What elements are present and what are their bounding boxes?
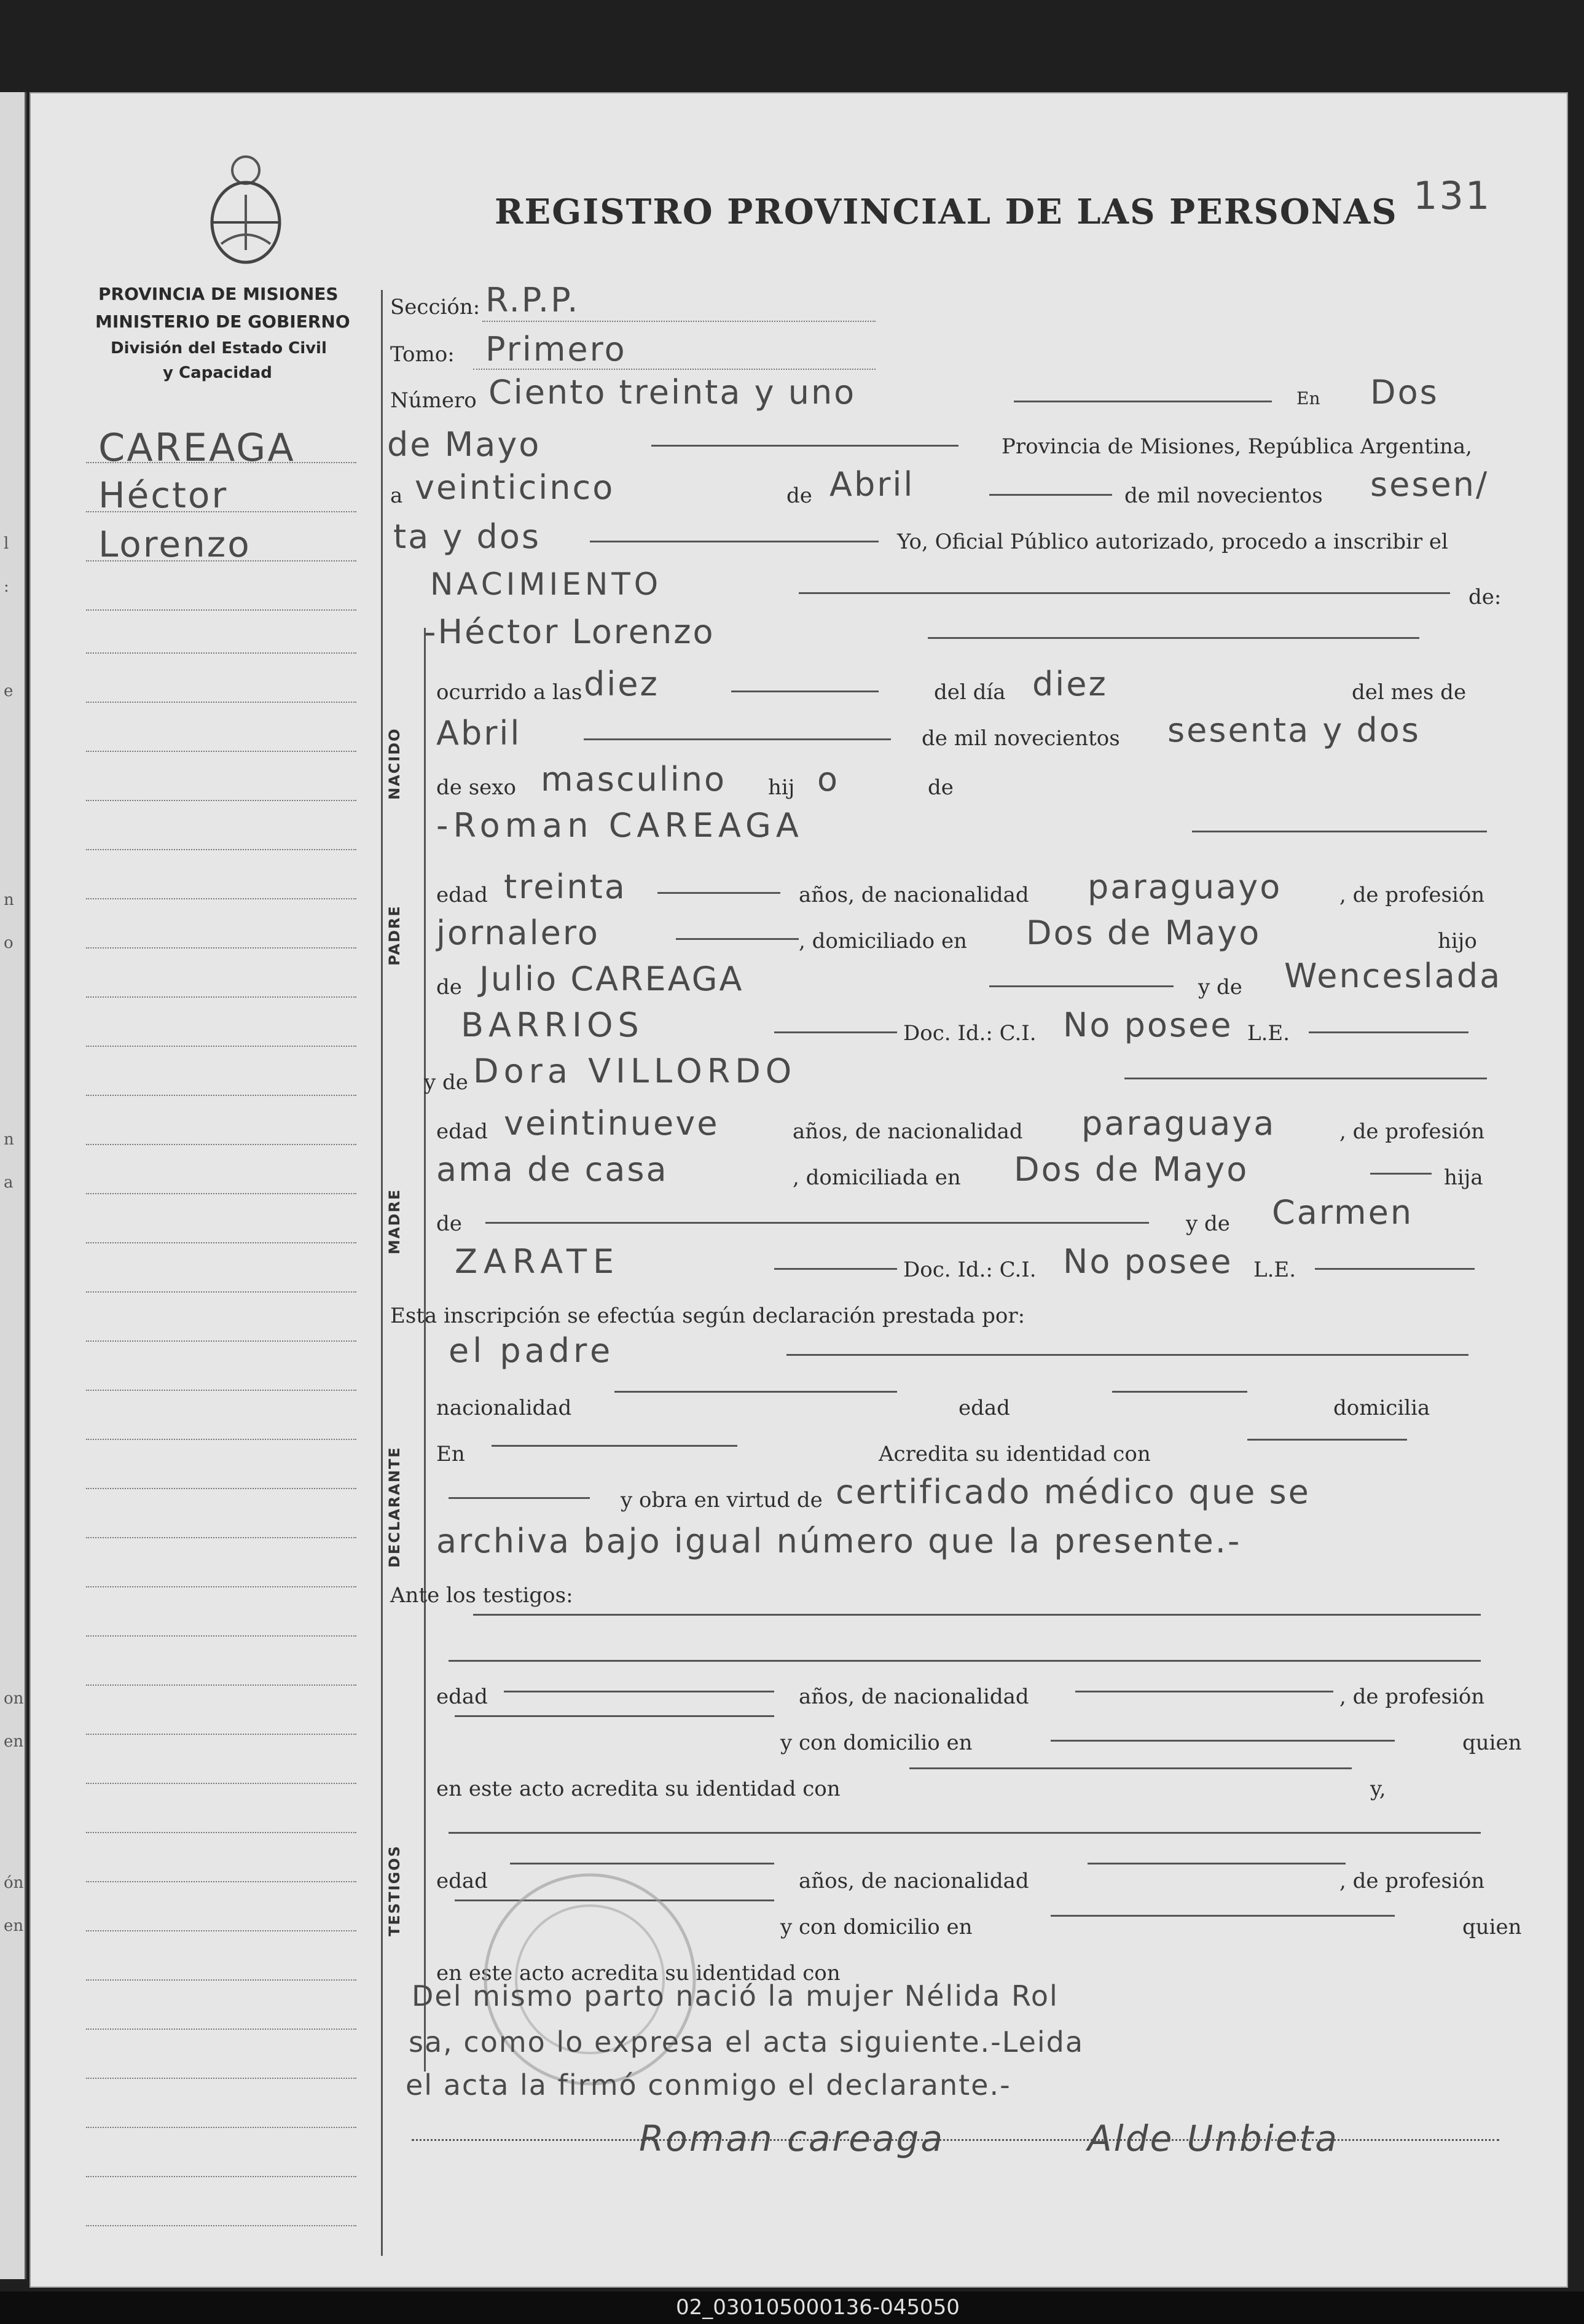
en-label: En <box>1296 388 1320 409</box>
dia-value: veinticinco <box>415 468 615 507</box>
obra-value-1: certificado médico que se <box>836 1473 1311 1511</box>
signature-officer: Alde Unbieta <box>1088 2118 1339 2159</box>
anio-nac-value: sesenta y dos <box>1167 711 1421 749</box>
padre-side-label: PADRE <box>386 905 403 966</box>
padre-le-label: L.E. <box>1247 1021 1290 1046</box>
madre-edad-value: veintinueve <box>504 1104 719 1143</box>
decl-domicilia-label: domicilia <box>1333 1396 1430 1420</box>
padre-dom-value: Dos de Mayo <box>1026 914 1261 952</box>
padre-doc-value: No posee <box>1063 1006 1233 1044</box>
coat-of-arms-icon <box>197 152 295 275</box>
madre-edad-label: edad <box>436 1119 488 1144</box>
test1-dom-label: y con domicilio en <box>780 1731 973 1755</box>
padre-madre-apellido: BARRIOS <box>461 1006 644 1044</box>
en-value: Dos <box>1370 373 1439 412</box>
de-mil-novecientos-label: de mil novecientos <box>1124 483 1323 508</box>
ministry-label: MINISTERIO DE GOBIERNO <box>95 311 350 332</box>
footer-bar <box>0 2291 1584 2324</box>
left-fragment: e <box>4 682 14 700</box>
sexo-label: de sexo <box>436 775 516 800</box>
left-fragment: n <box>4 891 14 909</box>
madre-y-de-2-label: y de <box>1186 1211 1230 1236</box>
capacity-label: y Capacidad <box>163 364 272 382</box>
de-2-label: de <box>928 775 954 800</box>
left-page-edge <box>0 92 26 2279</box>
province-label: PROVINCIA DE MISIONES <box>98 284 339 304</box>
hijo-label: hij <box>768 775 795 800</box>
test1-prof-label: , de profesión <box>1339 1684 1485 1709</box>
numero-label: Número <box>390 388 477 413</box>
left-fragment: on <box>4 1689 24 1708</box>
test2-nac-label: años, de nacionalidad <box>799 1869 1029 1893</box>
padre-nac-value: paraguayo <box>1088 867 1282 906</box>
ocurrido-label: ocurrido a las <box>436 680 582 705</box>
madre-de-label: de <box>436 1211 462 1236</box>
left-fragment: l <box>4 534 9 553</box>
madre-nac-label: años, de nacionalidad <box>793 1119 1023 1144</box>
madre-madre-apellido: ZARATE <box>455 1242 621 1281</box>
padre-prof-label: , de profesión <box>1339 883 1485 907</box>
left-fragment: a <box>4 1173 14 1192</box>
madre-prof-value: ama de casa <box>436 1150 668 1189</box>
decl-nacionalidad-label: nacionalidad <box>436 1396 572 1420</box>
padre-edad-label: edad <box>436 883 488 907</box>
declaracion-label: Esta inscripción se efectúa según declaración prestada por: <box>390 1304 1025 1328</box>
tomo-value: Primero <box>485 330 627 369</box>
hijo-suffix: o <box>817 760 840 799</box>
madre-doc-label: Doc. Id.: C.I. <box>903 1258 1037 1282</box>
nota-line-2: sa, como lo expresa el acta siguiente.-Leida <box>409 2025 1084 2059</box>
madre-prof-label: , de profesión <box>1339 1119 1485 1144</box>
test1-edad-label: edad <box>436 1684 488 1709</box>
left-fragment: o <box>4 934 14 952</box>
padre-y-de-label: y de <box>1198 975 1242 1000</box>
margin-first-name: Héctor <box>98 474 229 516</box>
nota-line-1: Del mismo parto nació la mujer Nélida Rol <box>412 1979 1059 2013</box>
hora-value: diez <box>584 665 659 703</box>
madre-nombre-value: Dora VILLORDO <box>473 1052 797 1090</box>
declarante-side-label: DECLARANTE <box>386 1446 403 1568</box>
madre-le-label: L.E. <box>1253 1258 1296 1282</box>
left-fragment: : <box>4 577 9 596</box>
test1-y-label: y, <box>1370 1777 1386 1801</box>
seccion-label: Sección: <box>390 295 480 319</box>
ante-testigos-label: Ante los testigos: <box>390 1583 573 1608</box>
lugar-value: de Mayo <box>387 425 541 464</box>
testigos-side-label: TESTIGOS <box>386 1845 403 1936</box>
margin-surname: CAREAGA <box>98 425 296 470</box>
anio-value-1: sesen/ <box>1370 465 1489 504</box>
numero-value: Ciento treinta y uno <box>488 373 857 412</box>
obra-virtud-label: y obra en virtud de <box>621 1488 823 1512</box>
padre-edad-value: treinta <box>504 867 627 906</box>
provincia-label: Provincia de Misiones, República Argentina, <box>1002 434 1472 459</box>
page-number: 131 <box>1413 173 1492 218</box>
del-mes-label: del mes de <box>1352 680 1467 705</box>
padre-nombre-value: -Roman CAREAGA <box>436 806 804 845</box>
madre-doc-value: No posee <box>1063 1242 1233 1281</box>
nota-line-3: el acta la firmó conmigo el declarante.- <box>406 2068 1011 2102</box>
register-page <box>29 92 1568 2288</box>
left-fragment: n <box>4 1130 14 1149</box>
tomo-label: Tomo: <box>390 342 455 367</box>
padre-de-label: de <box>436 975 462 1000</box>
de-label: de <box>786 483 812 508</box>
a-label: a <box>390 483 403 508</box>
test1-nac-label: años, de nacionalidad <box>799 1684 1029 1709</box>
madre-madre-value: Carmen <box>1272 1193 1414 1232</box>
padre-prof-value: jornalero <box>436 914 600 952</box>
margin-middle-name: Lorenzo <box>98 523 251 565</box>
nacido-side-label: NACIDO <box>386 727 403 800</box>
madre-nac-value: paraguaya <box>1081 1104 1276 1143</box>
test2-acredita-label: en este acto acredita su identidad con <box>436 1961 841 1986</box>
test2-dom-label: y con domicilio en <box>780 1915 973 1939</box>
division-label: División del Estado Civil <box>111 339 327 358</box>
obra-value-2: archiva bajo igual número que la presente.- <box>436 1522 1242 1560</box>
padre-nac-label: años, de nacionalidad <box>799 883 1029 907</box>
left-fragment: ón <box>4 1874 24 1892</box>
de-colon-label: de: <box>1468 585 1502 609</box>
test1-quien-label: quien <box>1462 1731 1522 1755</box>
margin-divider <box>381 290 383 2256</box>
page-title: REGISTRO PROVINCIAL DE LAS PERSONAS <box>495 192 1398 232</box>
sexo-value: masculino <box>541 760 727 799</box>
signature-declarant: Roman careaga <box>639 2118 944 2159</box>
dia-nac-value: diez <box>1032 665 1108 703</box>
left-fragment: en <box>4 1732 24 1751</box>
yo-oficial-label: Yo, Oficial Público autorizado, procedo a inscribir el <box>897 530 1448 554</box>
padre-madre-value: Wenceslada <box>1284 957 1502 995</box>
file-id-label: 02_030105000136-045050 <box>676 2295 960 2320</box>
hija-label: hija <box>1444 1165 1483 1190</box>
padre-doc-label: Doc. Id.: C.I. <box>903 1021 1037 1046</box>
acredita-label: Acredita su identidad con <box>879 1442 1151 1466</box>
nombre-value: -Héctor Lorenzo <box>424 612 715 651</box>
hijo-2-label: hijo <box>1438 929 1477 953</box>
test2-quien-label: quien <box>1462 1915 1522 1939</box>
test1-acredita-label: en este acto acredita su identidad con <box>436 1777 841 1801</box>
seccion-value: R.P.P. <box>485 281 580 319</box>
declarante-value: el padre <box>449 1331 614 1370</box>
left-fragment: en <box>4 1917 24 1935</box>
test2-prof-label: , de profesión <box>1339 1869 1485 1893</box>
decl-en-label: En <box>436 1442 465 1466</box>
tipo-value: NACIMIENTO <box>430 566 662 602</box>
madre-y-de-label: y de <box>424 1070 468 1095</box>
test2-edad-label: edad <box>436 1869 488 1893</box>
de-mil-novecientos-2-label: de mil novecientos <box>922 726 1120 751</box>
domiciliado-label: , domiciliado en <box>799 929 967 953</box>
mes-nac-value: Abril <box>436 714 522 753</box>
decl-edad-label: edad <box>959 1396 1010 1420</box>
padre-padre-value: Julio CAREAGA <box>479 960 744 998</box>
domiciliada-label: , domiciliada en <box>793 1165 961 1190</box>
del-dia-label: del día <box>934 680 1006 705</box>
madre-side-label: MADRE <box>386 1188 403 1254</box>
madre-dom-value: Dos de Mayo <box>1014 1150 1249 1189</box>
mes-value: Abril <box>829 465 915 504</box>
anio-value-2: ta y dos <box>393 517 541 556</box>
